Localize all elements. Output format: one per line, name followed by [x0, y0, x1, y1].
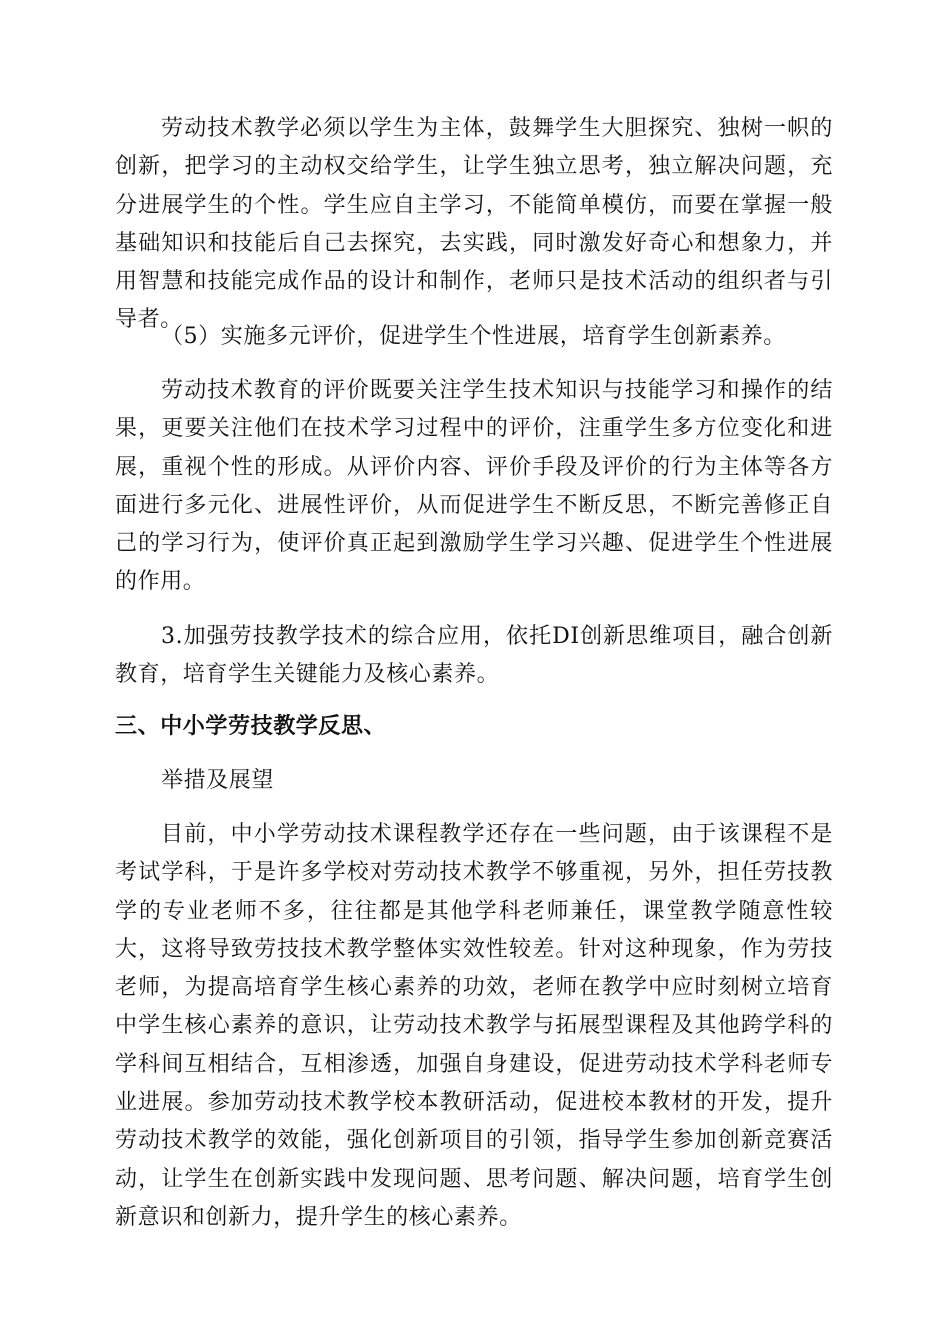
body-paragraph-reflection: 目前，中小学劳动技术课程教学还存在一些问题，由于该课程不是考试学科，于是许多学校对劳动技术教学不够重视，另外，担任劳技教学的专业老师不多，往往都是其他学科老师兼任，课堂教学随意性较大，这将导致劳技技术教学整体实效性较差。针对这种现象，作为劳技老师，为提高培育学生核心素养的功效，老师在教学中应时刻树立培育中学生核心素养的意识，让劳动技术教学与拓展型课程及其他跨学科的学科间互相结合，互相渗透，加强自身建设，促进劳动技术学科老师专业进展。参加劳动技术教学校本教研活动，促进校本教材的开发，提升劳动技术教学的效能，强化创新项目的引领，指导学生参加创新竞赛活动，让学生在创新实践中发现问题、思考问题、解决问题，培育学生创新意识和创新力，提升学生的核心素养。 [115, 822, 833, 1230]
body-paragraph-evaluation: 劳动技术教育的评价既要关注学生技术知识与技能学习和操作的结果，更要关注他们在技术学习过程中的评价，注重学生多方位变化和进展，重视个性的形成。从评价内容、评价手段及评价的行为主体等各方面进行多元化、进展性评价，从而促进学生不断反思，不断完善修正自己的学习行为，使评价真正起到激励学生学习兴趣、促进学生个性进展的作用。 [115, 378, 833, 595]
body-paragraph-di-project: 3.加强劳技教学技术的综合应用，依托DI创新思维项目，融合创新教育，培育学生关键能力及核心素养。 [115, 624, 833, 688]
body-paragraph-diverse-evaluation-item: （5）实施多元评价，促进学生个性进展，培育学生创新素养。 [161, 324, 786, 349]
section-heading-continuation: 举措及展望 [161, 768, 275, 793]
body-paragraph-student-centered: 劳动技术教学必须以学生为主体，鼓舞学生大胆探究、独树一帜的创新，把学习的主动权交给学生，让学生独立思考，独立解决问题，充分进展学生的个性。学生应自主学习，不能简单模仿，而要在掌握一般基础知识和技能后自己去探究，去实践，同时激发好奇心和想象力，并用智慧和技能完成作品的设计和制作，老师只是技术活动的组织者与引导者。 [115, 116, 833, 333]
section-heading: 三、中小学劳技教学反思、 [115, 714, 387, 739]
